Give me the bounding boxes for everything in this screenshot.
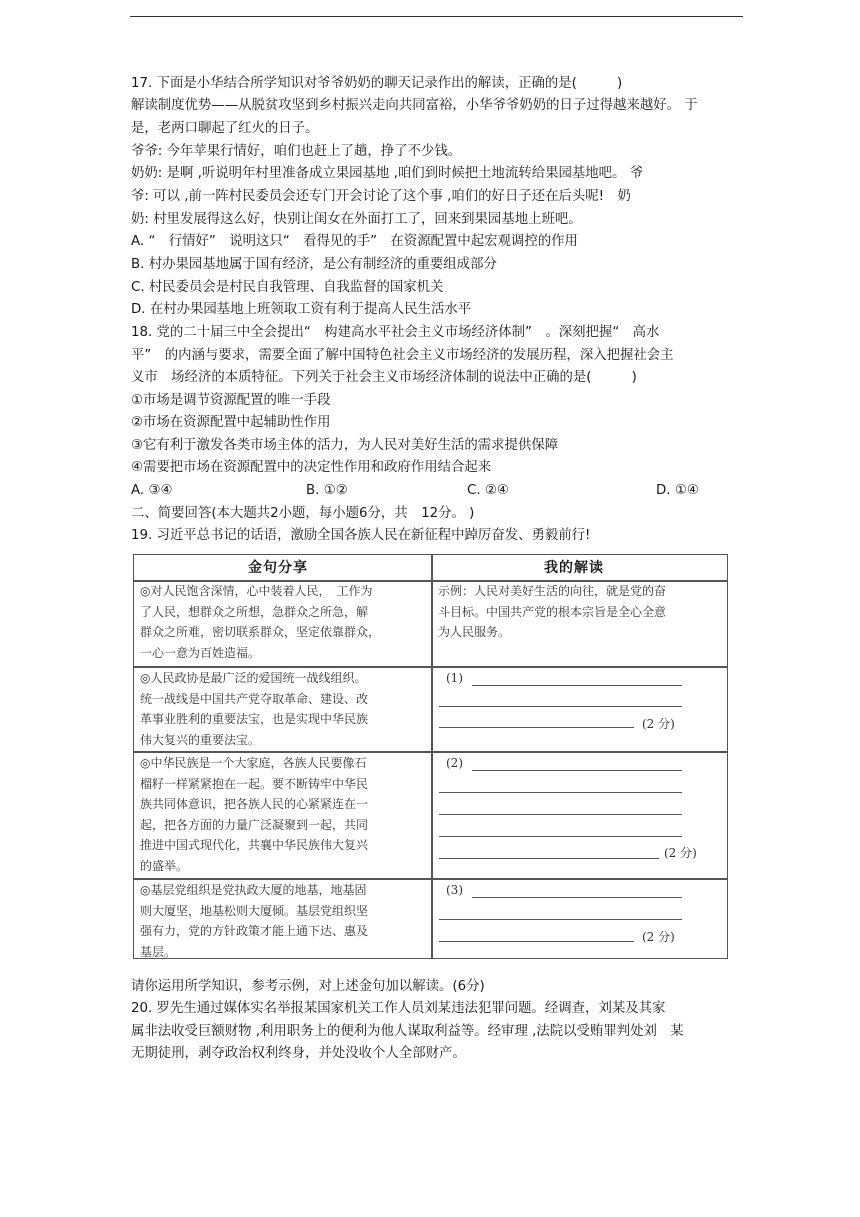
q18-stem-line: 平” 的内涵与要求，需要全面了解中国特色社会主义市场经济的发展历程，深入把握社会主	[131, 348, 674, 363]
answer-line[interactable]	[439, 836, 682, 837]
section-heading: 二、简要回答(本大题共2小题，每小题6分，共 12分。 )	[131, 506, 475, 521]
points-label: (2 分)	[642, 930, 675, 944]
quote-cell-3: ◎中华民族是一个大家庭，各族人民要像石 榴籽一样紧紧抱在一起。要不断铸牢中华民 族共同体意识，把各族人民的心紧紧连在一 起，把各方面的力量广泛凝聚到一起，共同 推进中国式现代化，共襄中华民族伟大复兴 的盛举。	[140, 756, 369, 873]
q17-text-line: 爷爷: 今年苹果行情好，咱们也赶上了趟，挣了不少钱。	[131, 144, 462, 159]
quote-cell-2: ◎人民政协是最广泛的爱国统一战线组织。 统一战线是中国共产党夺取革命、建设、改 革事业胜利的重要法宝，也是实现中华民族 伟大复兴的重要法宝。	[140, 671, 369, 747]
q17-option-d: D. 在村办果园基地上班领取工资有利于提高人民生活水平	[131, 302, 472, 317]
answer-line[interactable]	[472, 685, 682, 686]
answer-label-2: (2)	[446, 756, 463, 770]
answer-line[interactable]	[439, 727, 634, 728]
q17-option-a: A. “ 行情好” 说明这只“ 看得见的手” 在资源配置中起宏观调控的作用	[131, 234, 578, 249]
q17-text-line: 奶奶: 是啊 ,听说明年村里准备成立果园基地 ,咱们到时候把土地流转给果园基地吧。 爷	[131, 166, 644, 181]
quote-cell-4: ◎基层党组织是党执政大厦的地基，地基固 则大厦坚，地基松则大厦倾。基层党组织坚 强有力，党的方针政策才能上通下达、惠及 基层。	[140, 883, 369, 959]
q17-option-b: B. 村办果园基地属于国有经济，是公有制经济的重要组成部分	[131, 257, 497, 272]
table-header-left: 金句分享	[248, 560, 308, 576]
page-top-rule	[130, 16, 743, 17]
answer-line[interactable]	[472, 770, 682, 771]
answer-line[interactable]	[439, 792, 682, 793]
q18-option-c: C. ②④	[467, 483, 509, 498]
example-interpretation: 示例：人民对美好生活的向往，就是党的奋 斗目标。中国共产党的根本宗旨是全心全意 为人民服务。	[438, 584, 667, 639]
answer-line[interactable]	[472, 897, 682, 898]
q19-stem: 19. 习近平总书记的话语，激励全国各族人民在新征程中踔厉奋发、勇毅前行!	[131, 528, 591, 543]
q17-text-line: 爷: 可以 ,前一阵村民委员会还专门开会讨论了这个事 ,咱们的好日子还在后头呢! 奶	[131, 189, 631, 204]
answer-line[interactable]	[439, 706, 682, 707]
q17-text-line: 奶: 村里发展得这么好，快别让闺女在外面打工了，回来到果园基地上班吧。	[131, 212, 582, 227]
points-label: (2 分)	[642, 717, 675, 731]
q17-text-line: 解读制度优势——从脱贫攻坚到乡村振兴走向共同富裕，小华爷爷奶奶的日子过得越来越好。 于	[131, 98, 698, 113]
quote-table	[133, 554, 728, 959]
q18-option-d: D. ①④	[656, 483, 699, 498]
q19-instruction: 请你运用所学知识，参考示例，对上述金句加以解读。(6分)	[131, 979, 485, 994]
q18-option-a: A. ③④	[131, 483, 173, 498]
quote-cell-1: ◎对人民饱含深情，心中装着人民， 工作为 了人民，想群众之所想，急群众之所急，解 群众之所难，密切联系群众，坚定依靠群众， 一心一意为百姓造福。	[140, 584, 381, 660]
answer-line[interactable]	[439, 919, 682, 920]
q18-option-b: B. ①②	[306, 483, 348, 498]
answer-label-3: (3)	[446, 883, 463, 897]
table-column-divider	[431, 555, 433, 958]
table-header-right: 我的解读	[544, 560, 604, 576]
q17-stem: 17. 下面是小华结合所学知识对爷爷奶奶的聊天记录作出的解读，正确的是( )	[131, 76, 623, 91]
q20-text-line: 20. 罗先生通过媒体实名举报某国家机关工作人员刘某违法犯罪问题。经调查，刘某及其家	[131, 1001, 666, 1016]
q18-statement-2: ②市场在资源配置中起辅助性作用	[131, 415, 331, 430]
q17-option-c: C. 村民委员会是村民自我管理、自我监督的国家机关	[131, 280, 444, 295]
answer-line[interactable]	[439, 814, 682, 815]
q18-stem-line: 18. 党的二十届三中全会提出“ 构建高水平社会主义市场经济体制” 。深刻把握“ 高水	[131, 325, 660, 340]
q18-statement-3: ③它有利于激发各类市场主体的活力，为人民对美好生活的需求提供保障	[131, 438, 559, 453]
answer-label-1: (1)	[446, 671, 463, 685]
q18-statement-1: ①市场是调节资源配置的唯一手段	[131, 393, 331, 408]
points-label: (2 分)	[664, 846, 697, 860]
answer-line[interactable]	[439, 858, 659, 859]
q18-statement-4: ④需要把市场在资源配置中的决定性作用和政府作用结合起来	[131, 460, 492, 475]
q20-text-line: 无期徒刑，剥夺政治权利终身，并处没收个人全部财产。	[131, 1046, 466, 1061]
answer-line[interactable]	[439, 941, 634, 942]
q17-text-line: 是，老两口聊起了红火的日子。	[131, 121, 319, 136]
q18-stem-line: 义市 场经济的本质特征。下列关于社会主义市场经济体制的说法中正确的是( )	[131, 370, 637, 385]
q20-text-line: 属非法收受巨额财物 ,利用职务上的便利为他人谋取利益等。经审理 ,法院以受贿罪判处刘 某	[131, 1024, 684, 1039]
